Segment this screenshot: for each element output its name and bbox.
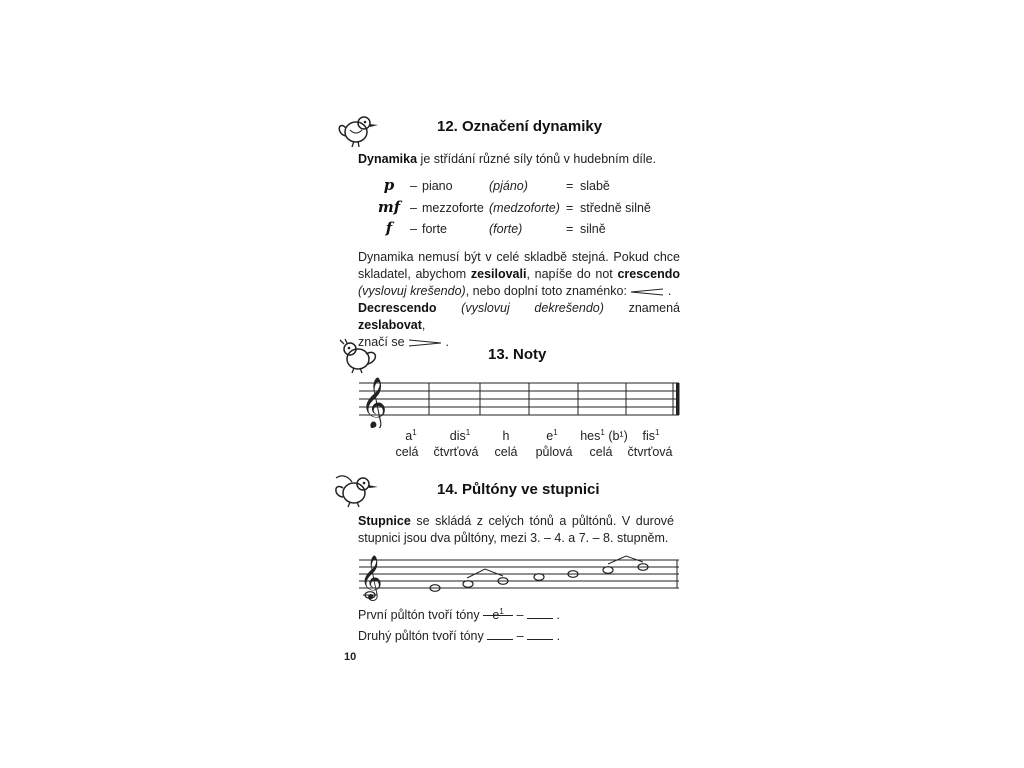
note-duration: celá <box>494 445 518 459</box>
paragraph-line: skladatel, abychom zesilovali, napíše do not crescendo <box>358 267 680 281</box>
crescendo-sign-icon <box>630 288 664 296</box>
page-number: 10 <box>344 651 357 663</box>
dyn-pronunciation: (forte) <box>489 222 523 236</box>
dyn-dash: – <box>410 222 417 236</box>
exercise-question-1: První půltón tvoří tóny $e^1$ – . <box>358 603 560 624</box>
note-duration: čtvrťová <box>627 445 673 459</box>
note-name: $a^1$ <box>405 428 417 444</box>
dyn-equals: = <box>566 201 574 215</box>
note-name: hes$^1$ (b¹) <box>580 428 628 444</box>
bird-illustration-icon <box>334 112 382 148</box>
dynamics-paragraph <box>358 249 680 351</box>
paragraph-line: Decrescendo (vyslovuj dekrešendo) znamená zeslabovat, <box>358 301 680 332</box>
music-staff-notes <box>355 372 685 428</box>
dyn-name: forte <box>422 222 448 236</box>
section-12-title: 12. Označení dynamiky <box>437 118 603 135</box>
exercise-question-2: Druhý půltón tvoří tóny – . <box>358 629 561 643</box>
paragraph-line: Dynamika nemusí být v celé skladbě stejná. Pokud chce <box>358 250 680 264</box>
dyn-name: mezzoforte <box>422 201 484 215</box>
svg-text:𝄞: 𝄞 <box>361 377 388 428</box>
paragraph-line: (vyslovuj krešendo), nebo doplní toto znaménko: . <box>358 284 672 298</box>
section-13-title: 13. Noty <box>488 346 547 363</box>
dyn-meaning: silně <box>580 222 606 236</box>
dyn-pronunciation: (pjáno) <box>489 179 528 193</box>
svg-text:𝄞: 𝄞 <box>360 555 383 599</box>
dyn-dash: – <box>410 179 417 193</box>
dyn-symbol-p: p <box>383 176 395 194</box>
answer-blank[interactable] <box>487 627 513 640</box>
dynamics-definition: je střídání různé síly tónů v hudebním díle. <box>417 152 657 166</box>
dyn-symbol-mf: mf <box>377 198 401 216</box>
dyn-meaning: slabě <box>580 179 610 193</box>
dynamics-term: Dynamika <box>358 152 418 166</box>
dyn-symbol-f: f <box>385 219 393 237</box>
note-name: h <box>502 429 510 444</box>
note-name: dis$^1$ <box>449 428 471 444</box>
dyn-name: piano <box>422 179 453 193</box>
paragraph-line: stupnici jsou dva půltóny, mezi 3. – 4. a 7. – 8. stupněm. <box>358 531 669 545</box>
scale-staff-notes <box>355 552 685 602</box>
note-duration: půlová <box>535 445 573 459</box>
answer-blank[interactable] <box>527 606 553 619</box>
scale-paragraph <box>358 513 674 547</box>
note-duration: celá <box>395 445 419 459</box>
paragraph-line: Stupnice se skládá z celých tónů a půltónů. V durové <box>358 514 674 528</box>
answer-blank-filled[interactable]: $e^1$ <box>483 603 513 616</box>
answer-blank[interactable] <box>527 627 553 640</box>
section-14-title: 14. Půltóny ve stupnici <box>437 481 600 498</box>
dyn-meaning: středně silně <box>580 201 651 215</box>
paragraph-line: značí se . <box>358 335 449 349</box>
dynamics-intro <box>358 151 656 168</box>
decrescendo-sign-icon <box>408 339 442 347</box>
dyn-pronunciation: (medzoforte) <box>489 201 560 215</box>
dyn-equals: = <box>566 179 574 193</box>
note-name: fis$^1$ <box>642 428 660 444</box>
note-duration: celá <box>589 445 613 459</box>
dyn-equals: = <box>566 222 574 236</box>
note-name: $e^1$ <box>546 428 558 444</box>
bird-illustration-icon <box>332 472 382 508</box>
dyn-dash: – <box>410 201 417 215</box>
bird-illustration-icon <box>336 338 382 374</box>
note-duration: čtvrťová <box>433 445 479 459</box>
